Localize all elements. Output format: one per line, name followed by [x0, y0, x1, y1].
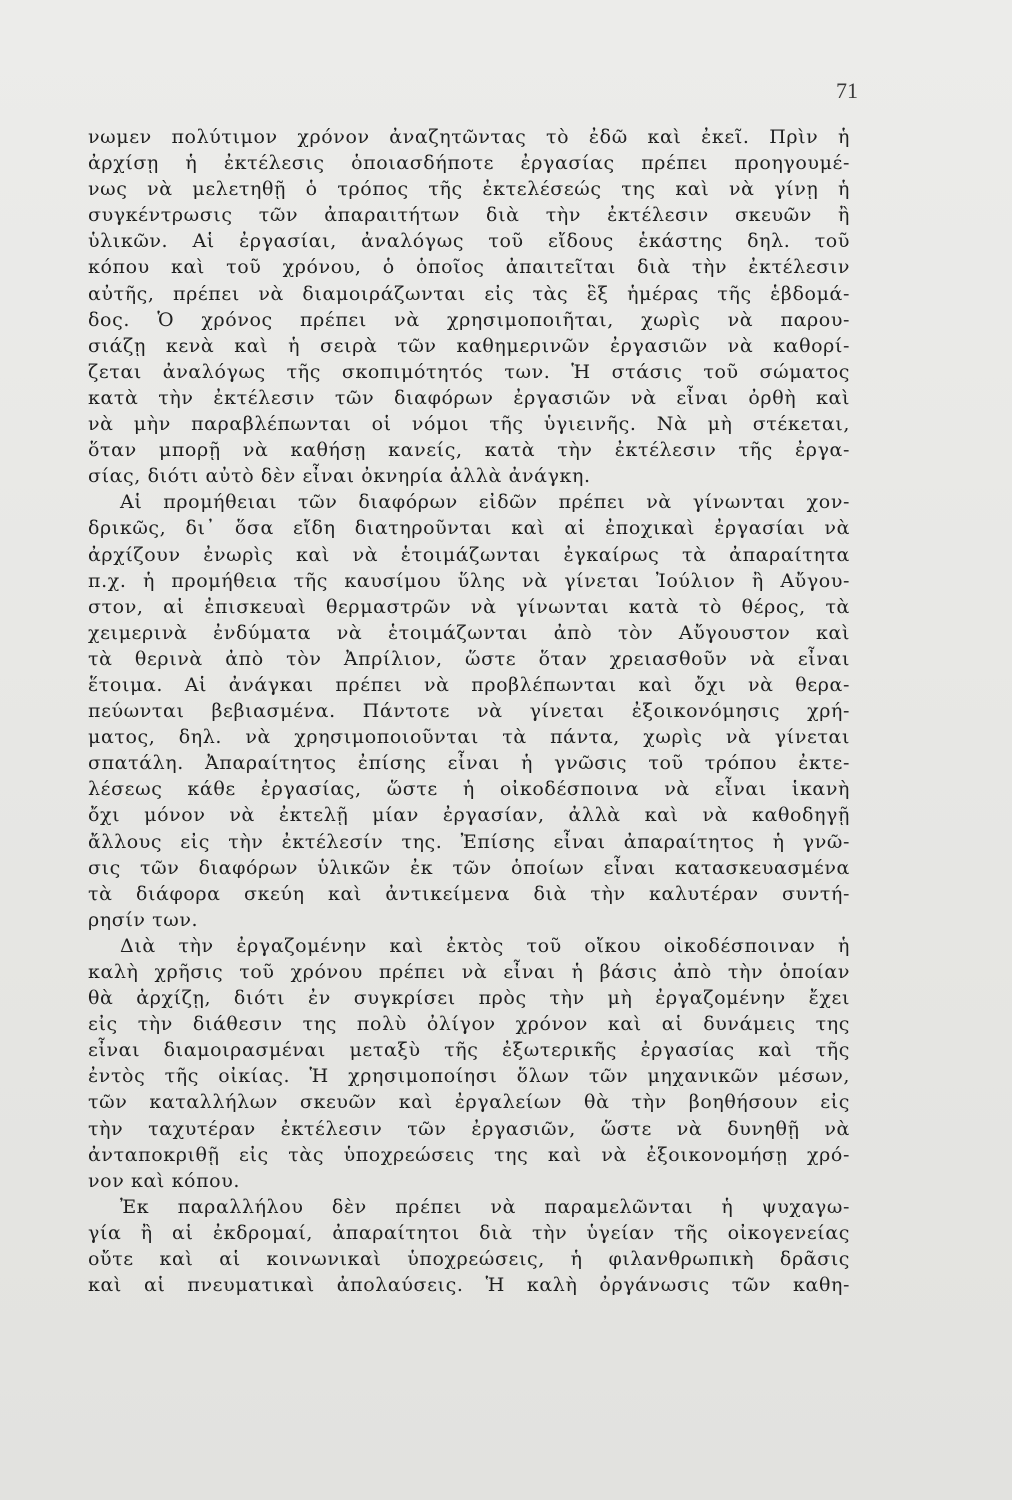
text-line: δος. Ὁ χρόνος πρέπει νὰ χρησιμοποιῆται, χωρὶς νὰ παρου- — [88, 308, 850, 331]
text-line: ὅταν μπορῇ νὰ καθήσῃ κανείς, κατὰ τὴν ἐκτέλεσιν τῆς ἐργα- — [88, 439, 850, 462]
text-line: τὰ θερινὰ ἀπὸ τὸν Ἀπρίλιον, ὥστε ὅταν χρειασθοῦν νὰ εἶναι — [88, 647, 850, 670]
text-line: εἰς τὴν διάθεσιν της πολὺ ὀλίγον χρόνον καὶ αἱ δυνάμεις της — [88, 1013, 850, 1036]
text-line: ἄλλους εἰς τὴν ἐκτέλεσίν της. Ἐπίσης εἶναι ἀπαραίτητος ἡ γνῶ- — [88, 830, 850, 853]
text-line: πεύωνται βεβιασμένα. Πάντοτε νὰ γίνεται ἐξοικονόμησις χρή- — [88, 700, 850, 723]
text-line: νον καὶ κόπου. — [88, 1169, 241, 1192]
text-line: Διὰ τὴν ἐργαζομένην καὶ ἐκτὸς τοῦ οἴκου οἰκοδέσποιναν ἡ — [120, 934, 850, 957]
text-line: ἀνταποκριθῇ εἰς τὰς ὑποχρεώσεις της καὶ νὰ ἐξοικονομήσῃ χρό- — [88, 1143, 850, 1166]
body-text — [88, 124, 850, 1298]
text-line: νωμεν πολύτιμον χρόνον ἀναζητῶντας τὸ ἐδῶ καὶ ἐκεῖ. Πρὶν ἡ — [88, 126, 850, 148]
text-line: ὄχι μόνον νὰ ἐκτελῇ μίαν ἐργασίαν, ἀλλὰ καὶ νὰ καθοδηγῇ — [88, 804, 850, 827]
text-line: ματος, δηλ. νὰ χρησιμοποιοῦνται τὰ πάντα, χωρὶς νὰ γίνεται — [88, 726, 850, 749]
text-line: θὰ ἀρχίζῃ, διότι ἐν συγκρίσει πρὸς τὴν μὴ ἐργαζομένην ἔχει — [88, 987, 850, 1010]
text-line: καλὴ χρῆσις τοῦ χρόνου πρέπει νὰ εἶναι ἡ βάσις ἀπὸ τὴν ὁποίαν — [88, 961, 850, 983]
text-line: ζεται ἀναλόγως τῆς σκοπιμότητός των. Ἡ στάσις τοῦ σώματος — [88, 360, 850, 383]
text-line: κόπου καὶ τοῦ χρόνου, ὁ ὁποῖος ἀπαιτεῖται διὰ τὴν ἐκτέλεσιν — [88, 256, 850, 279]
text-line: γία ἢ αἱ ἐκδρομαί, ἀπαραίτητοι διὰ τὴν ὑγείαν τῆς οἰκογενείας — [88, 1221, 850, 1244]
text-line: ἕτοιμα. Αἱ ἀνάγκαι πρέπει νὰ προβλέπωνται καὶ ὄχι νὰ θερα- — [88, 673, 850, 696]
text-line: νως νὰ μελετηθῇ ὁ τρόπος τῆς ἐκτελέσεώς της καὶ νὰ γίνῃ ἡ — [88, 178, 850, 201]
text-line: σίας, διότι αὐτὸ δὲν εἶναι ὀκνηρία ἀλλὰ ἀνάγκη. — [88, 465, 591, 488]
text-line: ὑλικῶν. Αἱ ἐργασίαι, ἀναλόγως τοῦ εἴδους ἑκάστης δηλ. τοῦ — [88, 230, 850, 253]
text-line: συγκέντρωσις τῶν ἀπαραιτήτων διὰ τὴν ἐκτέλεσιν σκευῶν ἢ — [88, 204, 850, 227]
text-line: τῶν καταλλήλων σκευῶν καὶ ἐργαλείων θὰ τὴν βοηθήσουν εἰς — [88, 1091, 850, 1114]
text-line: στον, αἱ ἐπισκευαὶ θερμαστρῶν νὰ γίνωνται κατὰ τὸ θέρος, τὰ — [88, 595, 850, 618]
text-line: λέσεως κάθε ἐργασίας, ὥστε ἡ οἰκοδέσποινα νὰ εἶναι ἱκανὴ — [88, 778, 850, 801]
text-line: νὰ μὴν παραβλέπωνται οἱ νόμοι τῆς ὑγιεινῆς. Νὰ μὴ στέκεται, — [88, 413, 850, 436]
text-line: σιάζῃ κενὰ καὶ ἡ σειρὰ τῶν καθημερινῶν ἐργασιῶν νὰ καθορί- — [88, 334, 850, 357]
text-line: κατὰ τὴν ἐκτέλεσιν τῶν διαφόρων ἐργασιῶν νὰ εἶναι ὀρθὴ καὶ — [88, 386, 850, 409]
text-line: σις τῶν διαφόρων ὑλικῶν ἐκ τῶν ὁποίων εἶναι κατασκευασμένα — [88, 856, 850, 879]
text-line: π.χ. ἡ προμήθεια τῆς καυσίμου ὕλης νὰ γίνεται Ἰούλιον ἢ Αὔγου- — [88, 569, 850, 592]
text-line: τὰ διάφορα σκεύη καὶ ἀντικείμενα διὰ τὴν καλυτέραν συντή- — [88, 882, 850, 905]
text-line: αὐτῆς, πρέπει νὰ διαμοιράζωνται εἰς τὰς ἓξ ἡμέρας τῆς ἑβδομά- — [88, 282, 850, 305]
text-line: καὶ αἱ πνευματικαὶ ἀπολαύσεις. Ἡ καλὴ ὀργάνωσις τῶν καθη- — [88, 1274, 850, 1297]
text-line: οὔτε καὶ αἱ κοινωνικαὶ ὑποχρεώσεις, ἡ φιλανθρωπικὴ δρᾶσις — [88, 1248, 850, 1271]
text-line: σπατάλη. Ἀπαραίτητος ἐπίσης εἶναι ἡ γνῶσις τοῦ τρόπου ἐκτε- — [88, 752, 850, 775]
text-line: χειμερινὰ ἐνδύματα νὰ ἑτοιμάζωνται ἀπὸ τὸν Αὔγουστον καὶ — [88, 621, 850, 644]
text-line: εἶναι διαμοιρασμέναι μεταξὺ τῆς ἐξωτερικῆς ἐργασίας καὶ τῆς — [88, 1039, 850, 1062]
text-line: τὴν ταχυτέραν ἐκτέλεσιν τῶν ἐργασιῶν, ὥστε νὰ δυνηθῇ νὰ — [88, 1117, 850, 1140]
text-line: Ἐκ παραλλήλου δὲν πρέπει νὰ παραμελῶνται ἡ ψυχαγω- — [120, 1195, 850, 1218]
text-line: ἀρχίζουν ἐνωρὶς καὶ νὰ ἑτοιμάζωνται ἐγκαίρως τὰ ἀπαραίτητα — [88, 543, 850, 566]
page-number: 71 — [836, 78, 858, 103]
text-line: Αἱ προμήθειαι τῶν διαφόρων εἰδῶν πρέπει νὰ γίνωνται χον- — [120, 491, 850, 514]
text-line: ἐντὸς τῆς οἰκίας. Ἡ χρησιμοποίησι ὅλων τῶν μηχανικῶν μέσων, — [88, 1065, 850, 1088]
text-line: ρησίν των. — [88, 908, 199, 931]
text-line: ἀρχίσῃ ἡ ἐκτέλεσις ὁποιασδήποτε ἐργασίας πρέπει προηγουμέ- — [88, 152, 850, 175]
text-line: δρικῶς, δι᾽ ὅσα εἴδη διατηροῦνται καὶ αἱ ἐποχικαὶ ἐργασίαι νὰ — [88, 517, 850, 540]
